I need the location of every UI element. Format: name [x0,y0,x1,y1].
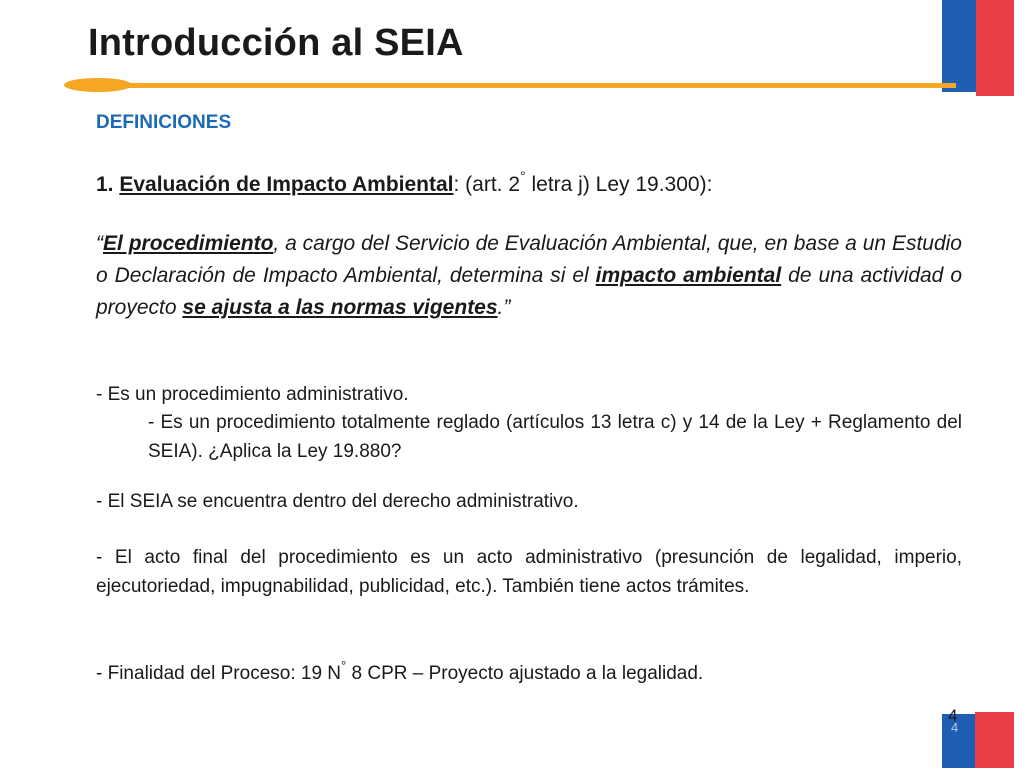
quote-term-procedimiento: El procedimiento [103,232,274,255]
page-number-shadow: 4 [951,720,959,735]
definition-degree: ° [520,168,526,184]
finalidad-degree: ° [341,658,347,673]
section-label: DEFINICIONES [96,112,232,133]
point-reglado: - Es un procedimiento totalmente reglado (artículos 13 letra c) y 14 de la Ley + Reglamento del SEIA). ¿Aplica la Ley 19.880? [148,412,962,462]
slide-title: Introducción al SEIA [88,22,464,64]
quote-text-2: de una actividad o proyecto [96,264,962,319]
definition-term: Evaluación de Impacto Ambiental [119,173,454,196]
finalidad-post: 8 CPR – Proyecto ajustado a la legalidad. [346,663,704,684]
definition-ref-post: letra j) Ley 19.300): [525,173,713,196]
flag-red-bar-bottom [975,712,1014,768]
quote-open: “ [96,232,103,255]
definition-ref-pre: (art. 2 [459,173,521,196]
point-finalidad [96,651,962,688]
title-rule-line [96,83,956,88]
point-acto-final: - El acto final del procedimiento es un acto administrativo (presunción de legalidad, imperio, ejecutoriedad, impugnabilidad, publicidad, etc.). También tiene actos trámites. [96,547,962,597]
definition-quote [96,228,962,324]
flag-red-bar-top [976,0,1014,96]
definition-heading [96,168,712,197]
point-derecho-administrativo: - El SEIA se encuentra dentro del derecho administrativo. [96,491,579,512]
definition-number: 1. [96,173,114,196]
page-number: 4 [948,706,958,725]
quote-term-impacto: impacto ambiental [595,264,782,287]
finalidad-pre: - Finalidad del Proceso: 19 N [96,663,342,684]
quote-text-1: , a cargo del Servicio de Evaluación Ambiental, que, en base a un Estudio o Declaración de Impacto Ambiental, determina si el [96,232,962,287]
quote-term-normas: se ajusta a las normas vigentes [182,296,498,319]
quote-close: .” [497,296,511,319]
flag-blue-bar-bottom [942,714,975,768]
point-administrativo: - Es un procedimiento administrativo. [96,384,409,405]
flag-blue-bar-top [942,0,976,92]
definition-colon: : [453,173,460,196]
